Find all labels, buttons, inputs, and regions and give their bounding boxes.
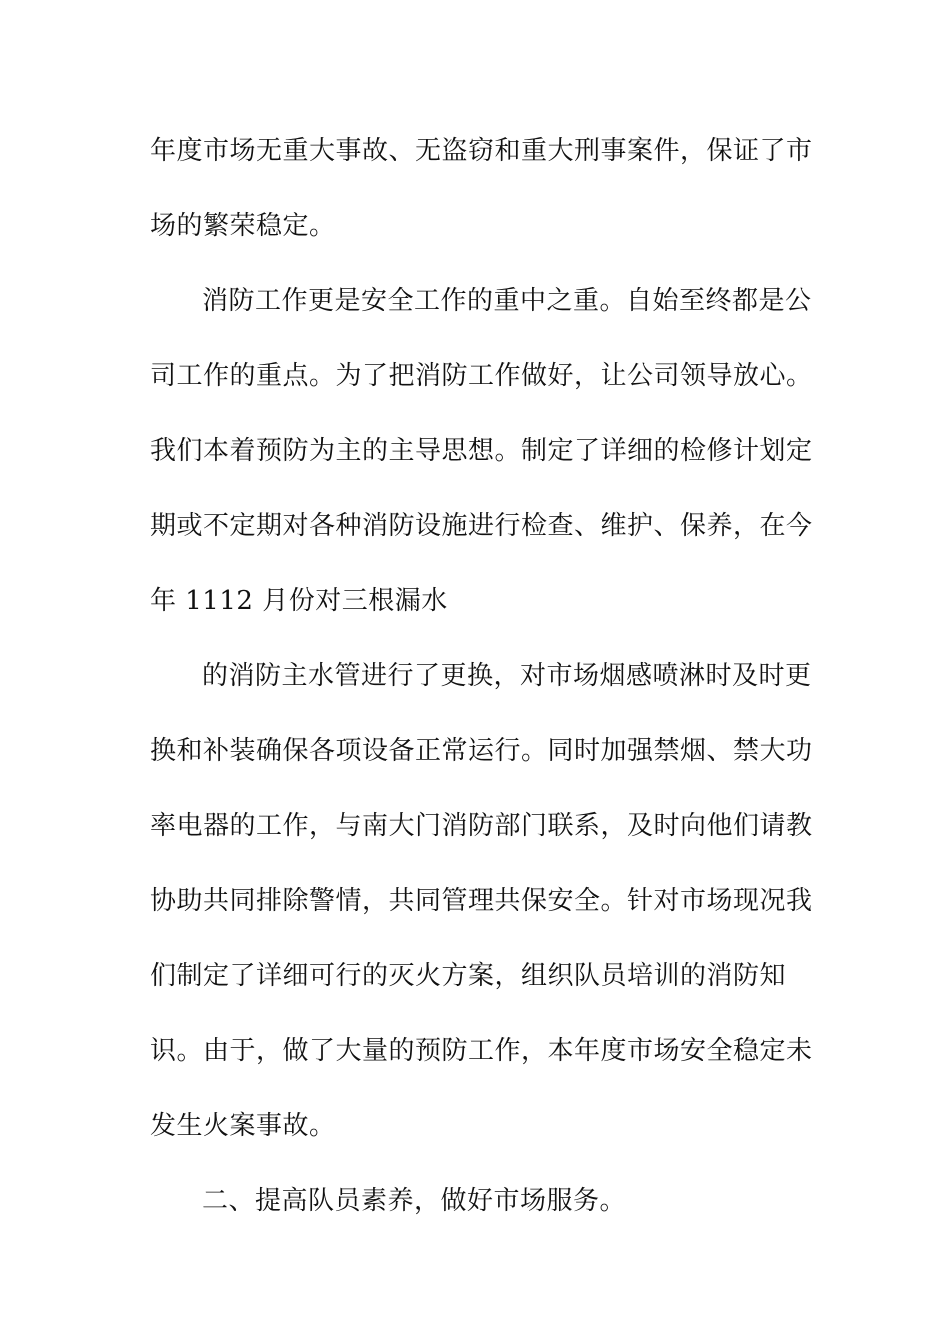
text-line: 率电器的工作，与南大门消防部门联系，及时向他们请教: [150, 811, 813, 841]
text-line: 期或不定期对各种消防设施进行检查、维护、保养，在今: [150, 511, 813, 541]
paragraph-start-line: 消防工作更是安全工作的重中之重。自始至终都是公: [202, 286, 812, 316]
text-line: 年度市场无重大事故、无盗窃和重大刑事案件，保证了市: [150, 136, 813, 166]
text-line: 我们本着预防为主的主导思想。制定了详细的检修计划定: [150, 436, 813, 466]
section-heading: 二、提高队员素养，做好市场服务。: [202, 1186, 627, 1216]
text-line: 识。由于，做了大量的预防工作，本年度市场安全稳定未: [150, 1036, 813, 1066]
text-line: 协助共同排除警情，共同管理共保安全。针对市场现况我: [150, 886, 813, 916]
paragraph-start-line: 的消防主水管进行了更换，对市场烟感喷淋时及时更: [202, 661, 812, 691]
text-line: 发生火案事故。: [150, 1111, 336, 1141]
text-line: 司工作的重点。为了把消防工作做好，让公司领导放心。: [150, 361, 813, 391]
text-line: 场的繁荣稳定。: [150, 211, 336, 241]
text-line: 年 1112 月份对三根漏水: [150, 586, 448, 616]
text-line: 们制定了详细可行的灭火方案，组织队员培训的消防知: [150, 961, 787, 991]
text-line: 换和补装确保各项设备正常运行。同时加强禁烟、禁大功: [150, 736, 813, 766]
